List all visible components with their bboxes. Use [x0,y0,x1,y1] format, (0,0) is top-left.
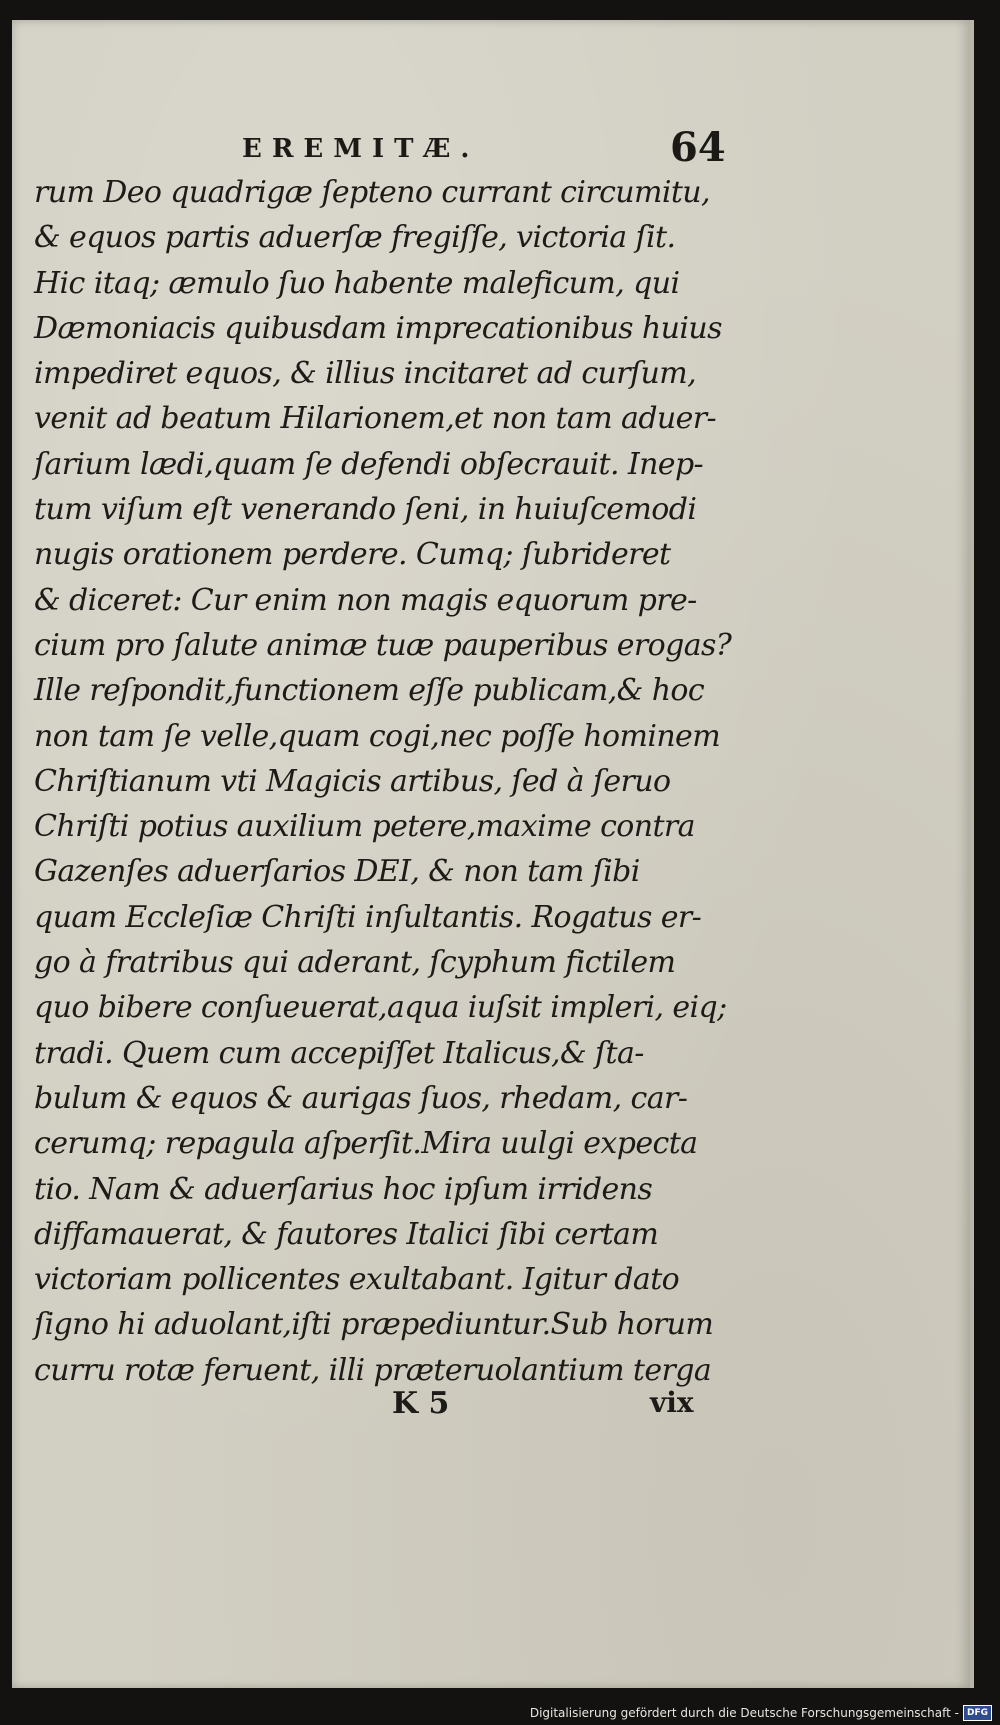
text-line: tradi. Quem cum accepiſſet Italicus,& ſta- [34,1035,644,1071]
text-line: tum viſum eſt venerando ſeni, in huiuſcemodi [34,492,697,528]
signature-mark: K 5 [392,1386,450,1421]
catchword: vix [650,1386,694,1419]
text-line: Ille reſpondit,functionem eſſe publicam,& hoc [34,673,705,709]
text-line: quam Eccleſiæ Chriſti inſultantis. Rogatus er- [34,899,702,935]
running-head: EREMITÆ. [242,134,480,164]
text-line: Dæmoniacis quibusdam imprecationibus huius [34,310,722,346]
text-line: nugis orationem perdere. Cumq; ſubrideret [34,537,671,573]
dfg-logo-icon: DFG [963,1705,992,1721]
text-line: tio. Nam & aduerſarius hoc ipſum irridens [34,1171,653,1207]
credit-text: Digitalisierung gefördert durch die Deutsche Forschungsgemeinschaft - [529,1706,959,1720]
text-line: impediret equos, & illius incitaret ad curſum, [34,356,697,392]
text-line: Chriſtianum vti Magicis artibus, ſed à ſeruo [34,763,671,799]
text-line: ſigno hi aduolant,iſti præpediuntur.Sub horum [34,1307,714,1343]
text-line: non tam ſe velle,quam cogi,nec poſſe hominem [34,718,721,754]
text-line: rum Deo quadrigæ ſepteno currant circumitu, [34,175,710,210]
page-footer [12,1386,970,1436]
text-line: victoriam pollicentes exultabant. Igitur dato [34,1262,680,1298]
digitization-credit [530,1705,992,1721]
text-line: go à fratribus qui aderant, ſcyphum fictilem [34,945,676,981]
text-line: Gazenſes aduerſarios DEI, & non tam ſibi [34,854,640,890]
text-line: cerumq; repagula aſperſit.Mira uulgi expecta [34,1126,698,1162]
text-line: venit ad beatum Hilarionem,et non tam aduer- [34,401,717,437]
text-line: & diceret: Cur enim non magis equorum pre- [34,582,697,618]
text-line: diffamauerat, & fautores Italici ſibi certam [34,1216,659,1252]
text-line: Hic itaq; æmulo ſuo habente maleficum, qui [34,265,680,301]
text-line: quo bibere conſueuerat,aqua iuſsit impleri, eiq; [34,990,727,1026]
text-line: & equos partis aduerſæ fregiſſe, victoria ſit. [34,220,676,256]
text-line: cium pro ſalute animæ tuæ pauperibus erogas? [34,627,732,663]
text-line: curru rotæ feruent, illi præteruolantium terga [34,1352,712,1388]
page-header [12,124,970,174]
book-page [12,20,974,1688]
body-text [34,170,732,1393]
text-line: bulum & equos & aurigas ſuos, rhedam, car- [34,1080,688,1116]
text-line: Chriſti potius auxilium petere,maxime contra [34,809,695,845]
text-line: ſarium lædi,quam ſe defendi obſecrauit. Inep- [34,446,704,482]
page-number: 64 [670,124,726,171]
